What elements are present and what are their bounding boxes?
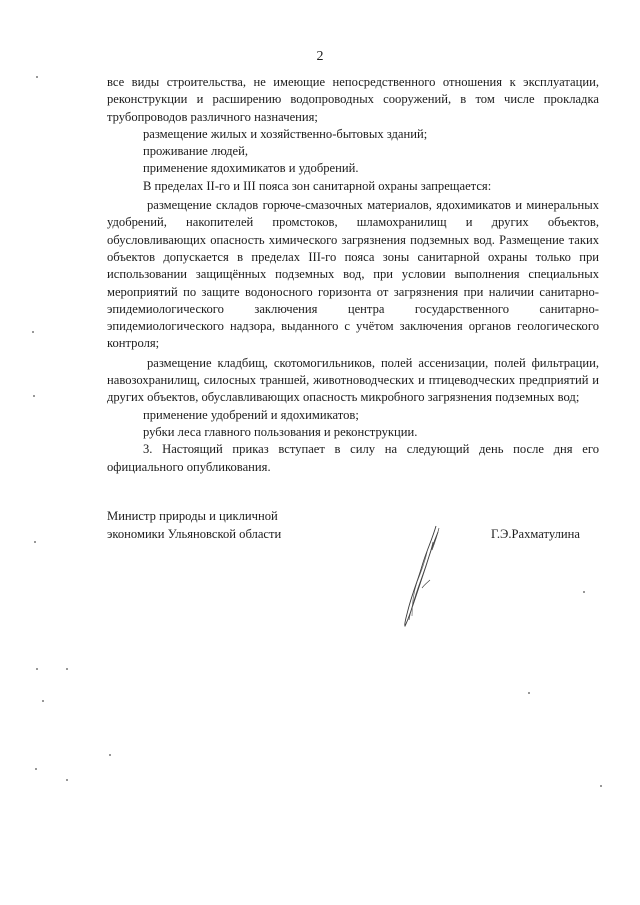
handwritten-signature bbox=[392, 522, 454, 630]
signatory-position bbox=[107, 507, 281, 543]
paragraph-construction-ban: все виды строительства, не имеющие непосредственного отношения к эксплуатации, реконструкции и расширению водопроводных сооружений, в том числе прокладка трубопроводов различного назначения; bbox=[107, 75, 599, 124]
paragraph-fertilizers-ban: применение удобрений и ядохимикатов; bbox=[143, 407, 359, 422]
paragraph-housing-ban: размещение жилых и хозяйственно-бытовых зданий; bbox=[143, 126, 428, 141]
page-number: 2 bbox=[316, 49, 324, 64]
paragraph-cemeteries-ban: размещение кладбищ, скотомогильников, полей ассенизации, полей фильтрации, навозохранилищ, силосных траншей, животноводческих и птицеводческих предприятий и других объектов, обуславливающих опасность микробного загрязнения подземных вод; bbox=[107, 355, 599, 405]
document-body bbox=[107, 74, 599, 476]
paragraph-effective-date: 3. Настоящий приказ вступает в силу на следующий день после дня его официального опубликования. bbox=[107, 442, 599, 474]
paragraph-residence-ban: проживание людей, bbox=[143, 144, 248, 159]
position-line-2: экономики Ульяновской области bbox=[107, 527, 282, 541]
paragraph-chemicals-ban: применение ядохимикатов и удобрений. bbox=[143, 161, 359, 176]
paragraph-warehouses-ban: размещение складов горюче-смазочных материалов, ядохимикатов и минеральных удобрений, накопителей промстоков, шламохранилищ и других объектов, обусловливающих опасность химического загрязнения подземных вод. Размещение таких объектов допускается в пределах III-го пояса зоны санитарной охраны только при использовании защищённых подземных вод, при условии выполнения специальных мероприятий по защите водоносного горизонта от загрязнения при наличии санитарно-эпидемиологического заключения центра государственного санитарно-эпидемиологического надзора, выданного с учётом заключения органов геологического контроля; bbox=[107, 198, 599, 351]
signer-name: Г.Э.Рахматулина bbox=[491, 527, 580, 541]
paragraph-zone-2-3-heading: В пределах II-го и III пояса зон санитарной охраны запрещается: bbox=[143, 178, 492, 193]
position-line-1: Министр природы и цикличной bbox=[107, 509, 278, 523]
paragraph-logging-ban: рубки леса главного пользования и реконструкции. bbox=[143, 424, 418, 439]
